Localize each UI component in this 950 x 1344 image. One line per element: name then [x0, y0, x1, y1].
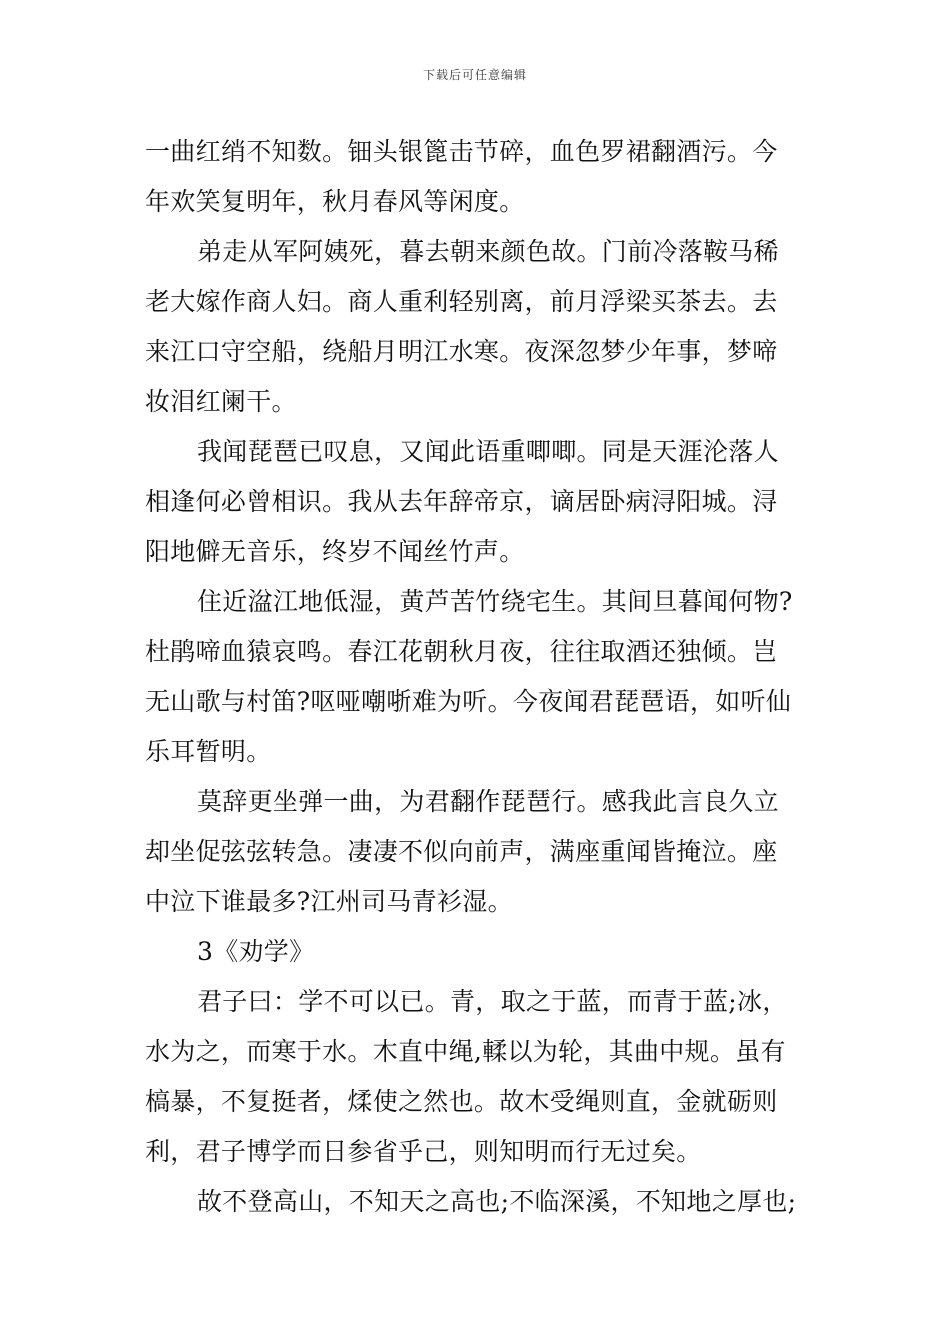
text-line: 中泣下谁最多?江州司马青衫湿。 [145, 887, 513, 916]
paragraph-start-line: 君子曰：学不可以已。青，取之于蓝，而青于蓝;冰， [197, 987, 788, 1016]
text-line: 水为之，而寒于水。木直中绳,輮以为轮，其曲中规。虽有 [145, 1037, 786, 1066]
section-heading: 3《劝学》 [197, 937, 315, 966]
text-line: 相逢何必曾相识。我从去年辞帝京，谪居卧病浔阳城。浔 [145, 487, 778, 516]
text-line: 来江口守空船，绕船月明江水寒。夜深忽梦少年事，梦啼 [145, 337, 778, 366]
text-line: 阳地僻无音乐，终岁不闻丝竹声。 [145, 537, 525, 566]
paragraph-start-line: 我闻琵琶已叹息，又闻此语重唧唧。同是天涯沦落人 [197, 437, 779, 466]
paragraph-start-line: 住近湓江地低湿，黄芦苦竹绕宅生。其间旦暮闻何物? [197, 587, 793, 616]
paragraph-start-line: 故不登高山，不知天之高也;不临深溪，不知地之厚也; [197, 1187, 797, 1216]
paragraph-start-line: 弟走从军阿姨死，暮去朝来颜色故。门前冷落鞍马稀 [197, 237, 779, 266]
text-line: 利，君子博学而日参省乎己，则知明而行无过矣。 [145, 1137, 702, 1166]
text-line: 年欢笑复明年，秋月春风等闲度。 [145, 187, 525, 216]
text-line: 槁暴，不复挺者，煣使之然也。故木受绳则直，金就砺则 [145, 1087, 778, 1116]
text-line: 老大嫁作商人妇。商人重利轻别离，前月浮梁买茶去。去 [145, 287, 778, 316]
text-line: 却坐促弦弦转急。凄凄不似向前声，满座重闻皆掩泣。座 [145, 837, 778, 866]
text-line: 一曲红绡不知数。钿头银篦击节碎，血色罗裙翻酒污。今 [145, 137, 778, 166]
text-line: 妆泪红阑干。 [145, 387, 297, 416]
text-line: 乐耳暂明。 [145, 737, 272, 766]
text-line: 杜鹃啼血猿哀鸣。春江花朝秋月夜，往往取酒还独倾。岂 [145, 637, 778, 666]
document-body [145, 127, 825, 1227]
page-header: 下载后可任意编辑 [422, 68, 527, 82]
paragraph-start-line: 莫辞更坐弹一曲，为君翻作琵琶行。感我此言良久立 [197, 787, 779, 816]
text-line: 无山歌与村笛?呕哑嘲哳难为听。今夜闻君琵琶语，如听仙 [145, 687, 792, 716]
